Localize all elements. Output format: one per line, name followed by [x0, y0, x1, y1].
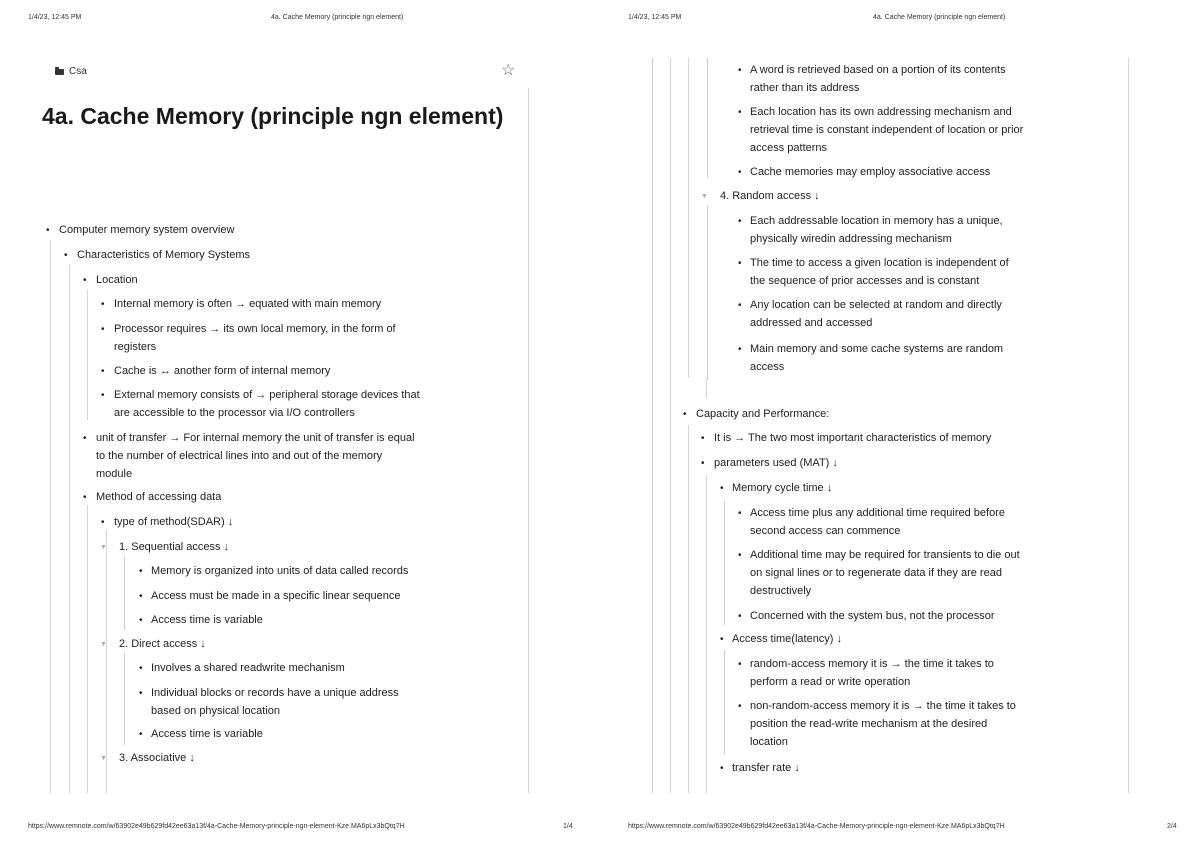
list-item[interactable]: Location — [96, 274, 138, 286]
list-item[interactable]: Computer memory system overview — [59, 224, 235, 236]
list-item[interactable]: Any location can be selected at random and directly — [750, 299, 1002, 311]
bullet[interactable]: • — [738, 65, 742, 76]
bullet[interactable]: • — [738, 508, 742, 519]
list-item-continued: registers — [114, 341, 157, 353]
bullet[interactable]: • — [101, 517, 105, 528]
indent-guide — [688, 58, 689, 378]
bullet[interactable]: • — [83, 492, 87, 503]
list-item[interactable]: Involves a shared readwrite mechanism — [151, 662, 345, 674]
list-item-continued: physically wiredin addressing mechanism — [750, 233, 952, 245]
bullet[interactable]: • — [720, 763, 724, 774]
list-item[interactable]: Each location has its own addressing mechanism and — [750, 106, 1012, 118]
indent-guide — [706, 475, 707, 793]
indent-guide — [670, 58, 671, 793]
print-date: 1/4/23, 12:45 PM — [28, 14, 82, 21]
list-item-continued: module — [96, 468, 133, 480]
list-item[interactable]: A word is retrieved based on a portion of its contents — [750, 64, 1006, 76]
indent-guide — [707, 58, 708, 178]
list-item[interactable]: 2. Direct access ↓ — [119, 638, 206, 650]
list-item[interactable]: The time to access a given location is independent of — [750, 257, 1009, 269]
print-page-number: 1/4 — [563, 823, 573, 830]
indent-guide — [87, 290, 88, 420]
print-title: 4a. Cache Memory (principle ngn element) — [873, 14, 1006, 21]
page-title: 4a. Cache Memory (principle ngn element) — [42, 103, 504, 129]
list-item-continued: second access can commence — [750, 525, 901, 537]
bullet[interactable]: • — [738, 107, 742, 118]
right-margin-rule — [1128, 58, 1129, 793]
list-item[interactable]: unit of transfer → For internal memory the unit of transfer is equal — [96, 432, 415, 444]
indent-guide — [724, 500, 725, 625]
list-item[interactable]: Memory is organized into units of data called records — [151, 565, 409, 577]
list-item[interactable]: Cache is ↔ another form of internal memory — [114, 365, 331, 377]
bullet[interactable]: • — [738, 701, 742, 712]
indent-guide — [724, 650, 725, 755]
list-item[interactable]: Method of accessing data — [96, 491, 222, 503]
bullet[interactable]: • — [738, 659, 742, 670]
list-item-continued: the sequence of prior accesses and is constant — [750, 275, 980, 287]
list-item[interactable]: External memory consists of → peripheral storage devices that — [114, 389, 420, 401]
list-item[interactable]: parameters used (MAT) ↓ — [714, 457, 838, 469]
indent-guide — [688, 425, 689, 793]
indent-guide — [69, 265, 70, 793]
list-item[interactable]: Concerned with the system bus, not the processor — [750, 610, 995, 622]
list-item[interactable]: Access time plus any additional time required before — [750, 507, 1005, 519]
bullet[interactable]: • — [738, 167, 742, 178]
bullet[interactable]: • — [139, 615, 143, 626]
bullet[interactable]: • — [83, 433, 87, 444]
indent-guide — [707, 205, 708, 380]
bullet[interactable]: • — [701, 458, 705, 469]
list-item[interactable]: Internal memory is often → equated with main memory — [114, 298, 382, 310]
bullet[interactable]: • — [139, 688, 143, 699]
bullet[interactable]: • — [139, 729, 143, 740]
list-item[interactable]: Access must be made in a specific linear sequence — [151, 590, 401, 602]
list-item-continued: location — [750, 736, 788, 748]
list-item[interactable]: 4. Random access ↓ — [720, 190, 820, 202]
list-item[interactable]: 1. Sequential access ↓ — [119, 541, 230, 553]
bullet[interactable]: • — [83, 275, 87, 286]
bullet[interactable]: • — [738, 550, 742, 561]
list-item[interactable]: Main memory and some cache systems are random — [750, 343, 1004, 355]
list-item-continued: access — [750, 361, 785, 373]
breadcrumb[interactable] — [55, 66, 87, 77]
bullet[interactable]: • — [701, 433, 705, 444]
bullet[interactable]: • — [738, 258, 742, 269]
print-date: 1/4/23, 12:45 PM — [628, 14, 682, 21]
indent-guide — [124, 652, 125, 745]
bullet[interactable]: • — [101, 390, 105, 401]
list-item-continued: addressed and accessed — [750, 317, 873, 329]
list-item[interactable]: type of method(SDAR) ↓ — [114, 516, 234, 528]
bullet[interactable]: • — [738, 611, 742, 622]
list-item[interactable]: random-access memory it is → the time it takes to — [750, 658, 994, 670]
bullet[interactable]: • — [720, 483, 724, 494]
print-page-number: 2/4 — [1167, 823, 1177, 830]
list-item[interactable]: Capacity and Performance: — [696, 408, 830, 420]
bullet[interactable]: • — [46, 225, 50, 236]
bullet[interactable]: • — [139, 566, 143, 577]
collapse-toggle-icon[interactable]: ▼ — [701, 193, 708, 200]
bullet[interactable]: • — [139, 663, 143, 674]
indent-guide — [87, 505, 88, 793]
collapse-toggle-icon[interactable]: ▼ — [100, 641, 107, 648]
collapse-toggle-icon[interactable]: ▼ — [100, 755, 107, 762]
folder-icon — [55, 69, 64, 75]
list-item[interactable]: Characteristics of Memory Systems — [77, 249, 250, 261]
collapse-toggle-icon[interactable]: ▼ — [100, 544, 107, 551]
bullet[interactable]: • — [101, 324, 105, 335]
list-item-continued: retrieval time is constant independent of location or prior — [750, 124, 1024, 136]
print-url: https://www.remnote.com/w/63902e49b629fd42ee63a13f/4a-Cache-Memory-principle-ngn-element-Kze MA6pLx3bQtq7H — [28, 823, 405, 830]
list-item[interactable]: Access time is variable — [151, 728, 263, 740]
breadcrumb-folder[interactable]: Csa — [69, 66, 87, 77]
list-item-continued: on signal lines or to regenerate data if they are read — [750, 567, 1002, 579]
list-item[interactable]: Access time is variable — [151, 614, 263, 626]
list-item[interactable]: transfer rate ↓ — [732, 762, 800, 774]
bullet[interactable]: • — [101, 366, 105, 377]
list-item[interactable]: Each addressable location in memory has a unique, — [750, 215, 1003, 227]
list-item-continued: destructively — [750, 585, 812, 597]
bullet[interactable]: • — [139, 591, 143, 602]
list-item-continued: access patterns — [750, 142, 828, 154]
list-item-continued: perform a read or write operation — [750, 676, 911, 688]
list-item-continued: to the number of electrical lines into and out of the memory — [96, 450, 383, 462]
bullet[interactable]: • — [738, 344, 742, 355]
list-item-continued: rather than its address — [750, 82, 860, 94]
bullet[interactable]: • — [738, 216, 742, 227]
list-item-continued: position the read-write mechanism at the desired — [750, 718, 988, 730]
page-2 — [600, 0, 1200, 848]
list-item-continued: based on physical location — [151, 705, 281, 717]
indent-guide — [50, 240, 51, 793]
list-item[interactable]: It is → The two most important characteristics of memory — [714, 432, 992, 444]
print-title: 4a. Cache Memory (principle ngn element) — [271, 14, 404, 21]
list-item[interactable]: Memory cycle time ↓ — [732, 482, 833, 494]
bullet[interactable]: • — [738, 300, 742, 311]
bullet[interactable]: • — [720, 634, 724, 645]
star-icon[interactable]: ☆ — [501, 62, 516, 79]
list-item[interactable]: Processor requires → its own local memory, in the form of — [114, 323, 396, 335]
right-margin-rule — [528, 88, 529, 793]
list-item[interactable]: Cache memories may employ associative access — [750, 166, 991, 178]
bullet[interactable]: • — [683, 409, 687, 420]
list-item[interactable]: 3. Associative ↓ — [119, 752, 195, 764]
bullet[interactable]: • — [101, 299, 105, 310]
list-item-continued: are accessible to the processor via I/O controllers — [114, 407, 355, 419]
bullet[interactable]: • — [64, 250, 68, 261]
list-item[interactable]: non-random-access memory it is → the time it takes to — [750, 700, 1016, 712]
indent-guide — [124, 555, 125, 630]
list-item[interactable]: Access time(latency) ↓ — [732, 633, 843, 645]
list-item[interactable]: Additional time may be required for transients to die out — [750, 549, 1020, 561]
indent-guide — [706, 378, 707, 398]
print-url: https://www.remnote.com/w/63902e49b629fd42ee63a13f/4a-Cache-Memory-principle-ngn-element-Kze MA6pLx3bQtq7H — [628, 823, 1005, 830]
list-item[interactable]: Individual blocks or records have a unique address — [151, 687, 399, 699]
indent-guide — [652, 58, 653, 793]
